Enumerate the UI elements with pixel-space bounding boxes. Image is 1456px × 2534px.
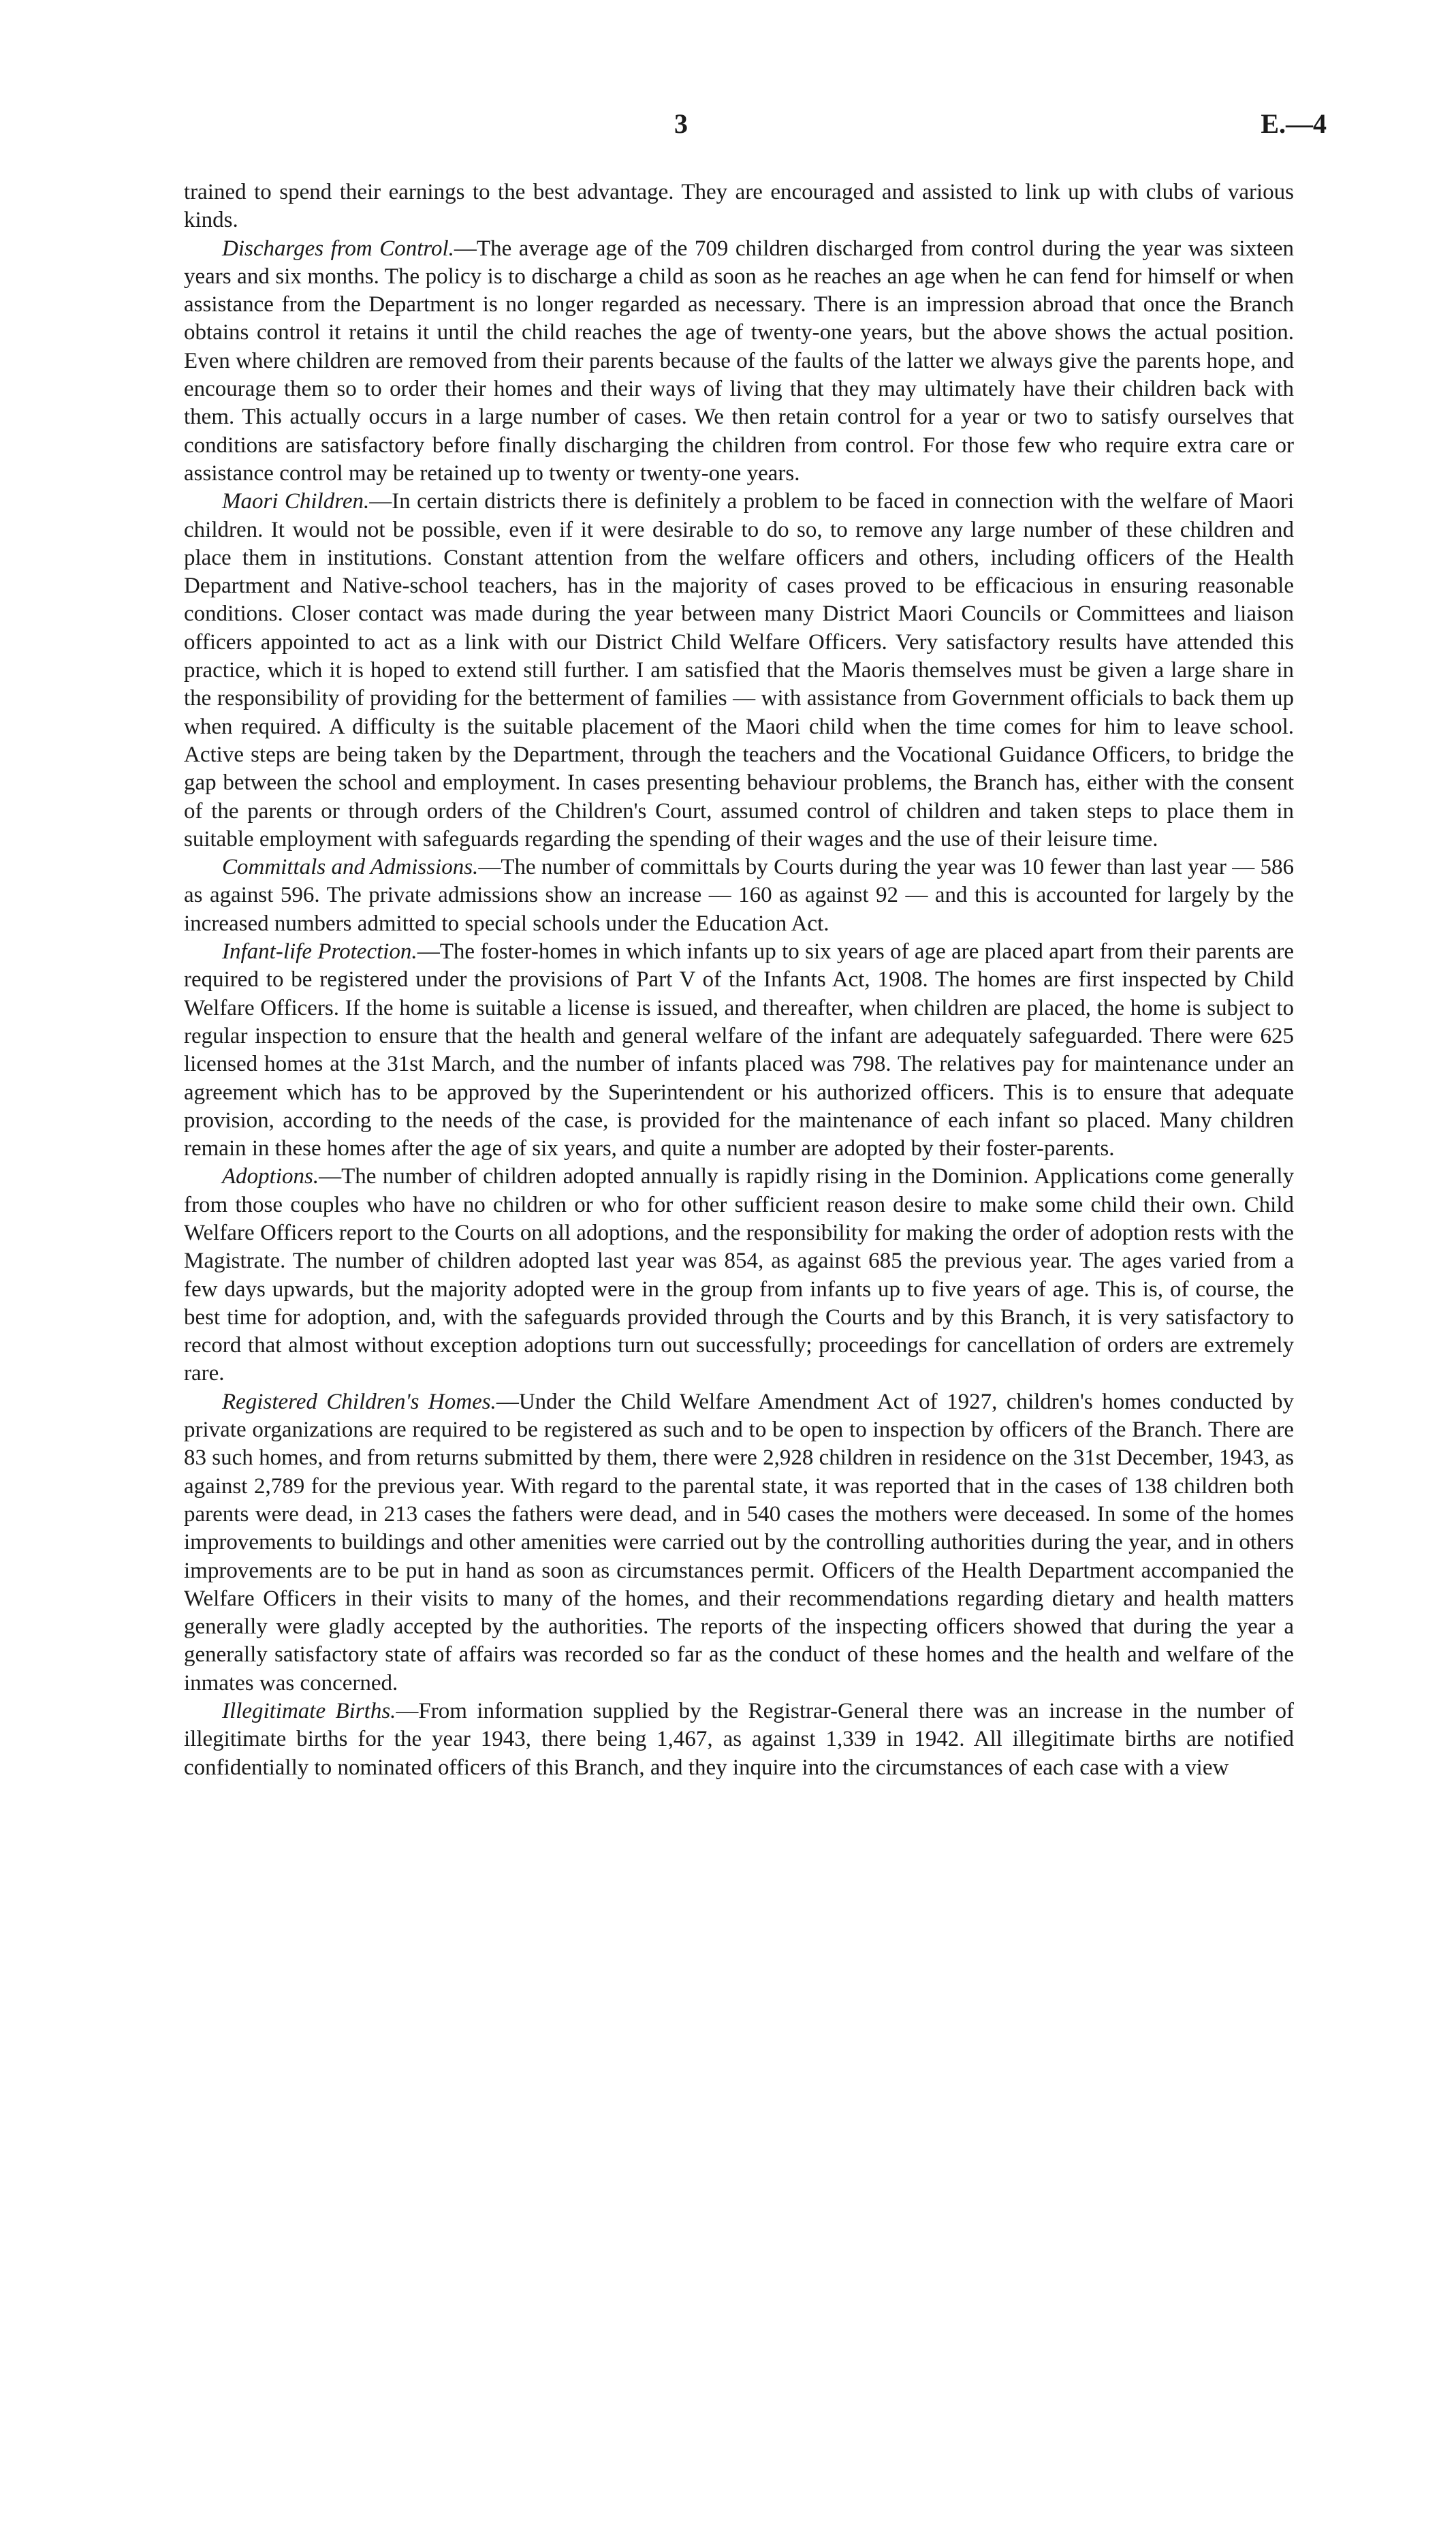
paragraph-adoptions (184, 1163, 1294, 1388)
paragraph-heading: Illegitimate Births. (222, 1699, 396, 1724)
paragraph-text: —The number of children adopted annually is rapidly rising in the Dominion. Applications come generally from those couples who have no children or who for other sufficient reason desire to make some child their own. Child Welfare Officers report to the Courts on all adoptions, and the responsibility for making the order of adoption rests with the Magistrate. The number of children adopted last year was 854, as against 685 the previous year. The ages varied from a few days upwards, but the majority adopted were in the group from infants up to five years of age. This is, of course, the best time for adoption, and, with the safeguards provided through the Courts and by this Branch, it is very satisfactory to record that almost without exception adoptions turn out successfully; proceedings for cancellation of orders are extremely rare. (184, 1164, 1294, 1386)
paragraph-text: —From information supplied by the Registrar-General there was an increase in the number of illegitimate births for the year 1943, there being 1,467, as against 1,339 in 1942. All illegitimate births are notified confidentially to nominated officers of this Branch, and they inquire into the circumstances of each case with a view (184, 1699, 1294, 1780)
paragraph-text: —In certain districts there is definitely a problem to be faced in connection with the welfare of Maori children. It would not be possible, even if it were desirable to do so, to remove any large number of these children and place them in institutions. Constant attention from the welfare officers and others, including officers of the Health Department and Native-school teachers, has in the majority of cases proved to be efficacious in ensuring reasonable conditions. Closer contact was made during the year between many District Maori Councils or Committees and liaison officers appointed to act as a link with our District Child Welfare Officers. Very satisfactory results have attended this practice, which it is hoped to extend still further. I am satisfied that the Maoris themselves must be given a large share in the responsibility of providing for the betterment of families — with assistance from Government officials to back them up when required. A difficulty is the suitable placement of the Maori child when the time comes for him to leave school. Active steps are being taken by the Department, through the teachers and the Vocational Guidance Officers, to bridge the gap between the school and employment. In cases presenting behaviour problems, the Branch has, either with the consent of the parents or through orders of the Children's Court, assumed control of children and taken steps to place them in suitable employment with safeguards regarding the spending of their wages and the use of their leisure time. (184, 489, 1294, 851)
paragraph-text: trained to spend their earnings to the best advantage. They are encouraged and assisted to link up with clubs of various kinds. (184, 180, 1294, 233)
paragraph-committals-and-admissions (184, 854, 1294, 938)
paragraph-infant-life-protection (184, 938, 1294, 1163)
paragraph-heading: Committals and Admissions. (222, 855, 479, 880)
paragraph-heading: Maori Children. (222, 489, 370, 514)
document-reference: E.—4 (1261, 108, 1327, 139)
body-text (184, 178, 1294, 1782)
paragraph-illegitimate-births (184, 1698, 1294, 1782)
paragraph-heading: Discharges from Control. (222, 236, 454, 261)
paragraph-text: —The foster-homes in which infants up to six years of age are placed apart from their parents are required to be registered under the provisions of Part V of the Infants Act, 1908. The homes are first inspected by Child Welfare Officers. If the home is suitable a license is issued, and thereafter, when children are placed, the home is subject to regular inspection to ensure that the health and general welfare of the infant are adequately safeguarded. There were 625 licensed homes at the 31st March, and the number of infants placed was 798. The relatives pay for maintenance under an agreement which has to be approved by the Superintendent or his authorized officers. This is to ensure that adequate provision, according to the needs of the case, is provided for the maintenance of each infant so placed. Many children remain in these homes after the age of six years, and quite a number are adopted by their foster-parents. (184, 939, 1295, 1161)
paragraph-heading: Registered Children's Homes. (222, 1389, 496, 1414)
paragraph-maori-children (184, 488, 1294, 854)
paragraph-discharges-from-control (184, 235, 1294, 488)
paragraph-registered-childrens-homes (184, 1388, 1294, 1698)
page-number: 3 (674, 108, 688, 139)
paragraph-text: —Under the Child Welfare Amendment Act of 1927, children's homes conducted by private organizations are required to be registered as such and to be open to inspection by officers of the Branch. There are 83 such homes, and from returns submitted by them, there were 2,928 children in residence on the 31st December, 1943, as against 2,789 for the previous year. With regard to the parental state, it was reported that in the cases of 138 children both parents were dead, in 213 cases the fathers were dead, and in 540 cases the mothers were deceased. In some of the homes improvements to buildings and other amenities were carried out by the controlling authorities during the year, and in others improvements are to be put in hand as soon as circumstances permit. Officers of the Health Department accompanied the Welfare Officers in their visits to many of the homes, and their recommendations regarding dietary and health matters generally were gladly accepted by the authorities. The reports of the inspecting officers showed that during the year a generally satisfactory state of affairs was recorded so far as the conduct of these homes and the health and welfare of the inmates was concerned. (184, 1389, 1294, 1695)
paragraph-text: —The average age of the 709 children discharged from control during the year was sixteen years and six months. The policy is to discharge a child as soon as he reaches an age when he can fend for himself or when assistance from the Department is no longer regarded as necessary. There is an impression abroad that once the Branch obtains control it retains it until the child reaches the age of twenty-one years, but the above shows the actual position. Even where children are removed from their parents because of the faults of the latter we always give the parents hope, and encourage them so to order their homes and their ways of living that they may ultimately have their children back with them. This actually occurs in a large number of cases. We then retain control for a year or two to satisfy ourselves that conditions are satisfactory before finally discharging the children from control. For those few who require extra care or assistance control may be retained up to twenty or twenty-one years. (184, 236, 1294, 486)
paragraph-heading: Infant-life Protection. (222, 939, 417, 965)
paragraph-heading: Adoptions. (222, 1164, 319, 1189)
paragraph-continuation (184, 178, 1294, 235)
paragraph-text: —The number of committals by Courts during the year was 10 fewer than last year — 586 as against 596. The private admissions show an increase — 160 as against 92 — and this is accounted for largely by the increased numbers admitted to special schools under the Education Act. (184, 855, 1294, 936)
